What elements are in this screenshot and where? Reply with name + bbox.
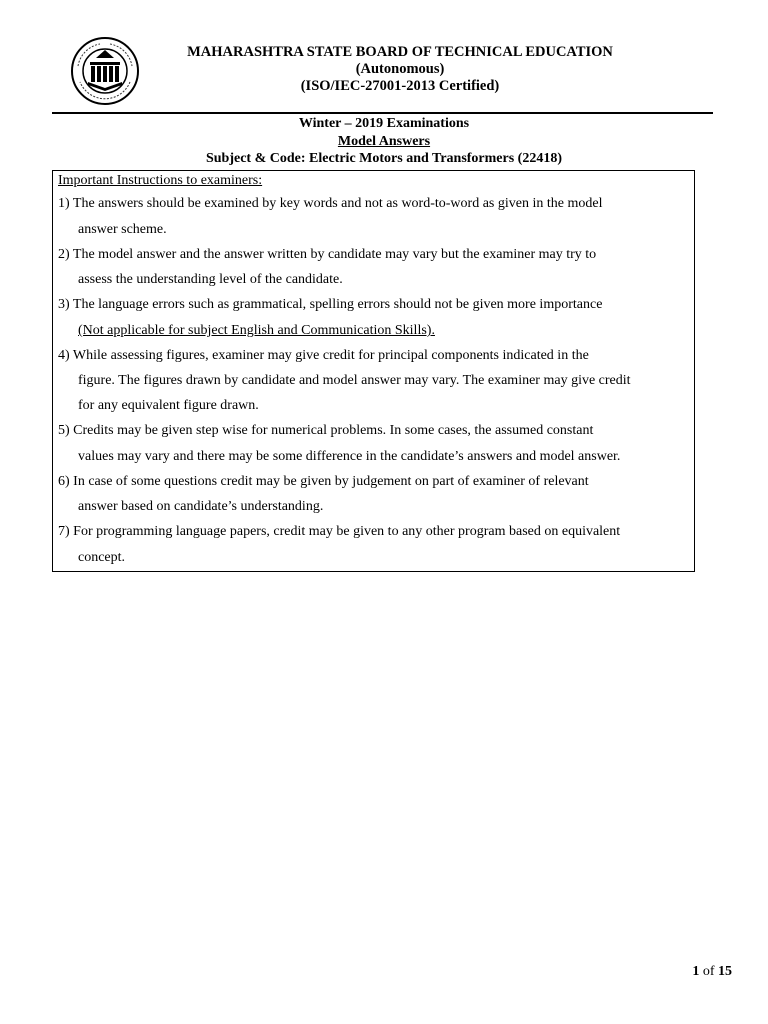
instructions-heading: Important Instructions to examiners: [58, 173, 263, 188]
instruction-line: 7) For programming language papers, credit may be given to any other program based on equivalent [58, 524, 621, 539]
instruction-line: (Not applicable for subject English and Communication Skills). [78, 323, 435, 338]
instruction-line: concept. [78, 550, 126, 565]
instruction-line: answer based on candidate’s understanding. [78, 499, 324, 514]
msbte-logo [70, 36, 140, 106]
instruction-line: 2) The model answer and the answer written by candidate may vary but the examiner may try to [58, 247, 597, 262]
header-divider [52, 112, 713, 114]
certification: (ISO/IEC-27001-2013 Certified) [300, 78, 500, 94]
instruction-line: 6) In case of some questions credit may be given by judgement on part of examiner of relevant [58, 474, 589, 489]
subject-code: Subject & Code: Electric Motors and Transformers (22418) [205, 151, 563, 166]
exam-session: Winter – 2019 Examinations [298, 116, 470, 131]
page-current: 1 [692, 964, 700, 979]
instruction-line: 4) While assessing figures, examiner may give credit for principal components indicated in the [58, 348, 589, 363]
instruction-line: figure. The figures drawn by candidate and model answer may vary. The examiner may give credit [78, 373, 631, 388]
instruction-line: 3) The language errors such as grammatical, spelling errors should not be given more importance [58, 297, 603, 312]
page-total: 15 [718, 964, 732, 979]
autonomous-status: (Autonomous) [355, 61, 445, 77]
instruction-line: for any equivalent figure drawn. [78, 398, 259, 413]
instruction-line: 1) The answers should be examined by key words and not as word-to-word as given in the model [58, 196, 603, 211]
board-name: MAHARASHTRA STATE BOARD OF TECHNICAL EDUCATION [187, 44, 613, 60]
instruction-line: assess the understanding level of the candidate. [78, 272, 343, 287]
instruction-line: 5) Credits may be given step wise for numerical problems. In some cases, the assumed constant [58, 423, 594, 438]
page-number [692, 963, 732, 980]
doc-type-text: Model Answers [337, 134, 431, 149]
page-of: of [702, 964, 715, 979]
doc-type [0, 133, 768, 150]
instruction-line: answer scheme. [78, 222, 167, 237]
instruction-line: values may vary and there may be some difference in the candidate’s answers and model answer. [78, 449, 621, 464]
